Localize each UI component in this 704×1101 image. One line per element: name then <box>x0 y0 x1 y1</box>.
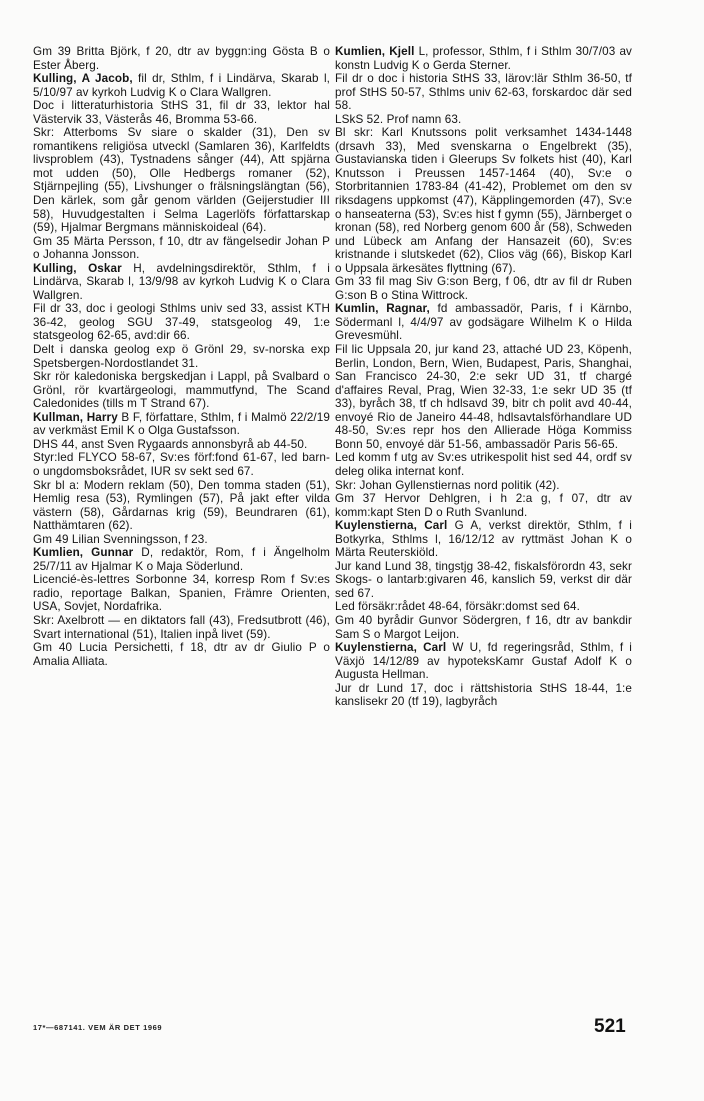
entry-paragraph: Skr: Johan Gyllenstiernas nord politik (42). <box>335 478 560 492</box>
entry-paragraph: Fil lic Uppsala 20, jur kand 23, attaché UD 23, Köpenh, Berlin, London, Bern, Wien, Budapest, Paris, Shanghai, San Francisco 24-30, 2:e sekr UD 31, tf chargé d'affaires Reval, Prag, Wien 32-33, 1:e sekr UD 35 (tf 33), byråch 38, tf ch hdlsavd 39, bitr ch polit avd 40-44, envoyé Rio de Janeiro 44-48, hdlsavtalsförhandlare UD 48-50, Sv:es repr hos den Allierade Höga Kommiss Bonn 50, envoyé där 51-56, ambassadör Paris 56-65. <box>335 343 632 451</box>
entry-paragraph: Bl skr: Karl Knutssons polit verksamhet 1434-1448 (drsavh 33), Med svenskarna o Engelbrekt (35), Gustavianska tiden i Gleerups Sv folkets hist (40), Karl Knutsson i Preussen 1457-1464 (40), Sv:e o Storbritannien 1783-84 (41-42), Problemet om den sv riksdagens uppkomst (47), Käpplingemorden (47), Sv:e o hanseaterna (53), Sv:es hist f gymn (55), Järnberget o kronan (58), red Norberg genom 600 år (58), Schweden und Lübeck am Anfang der Hansazeit (60), Sv:es kristnande i slutskedet (62), Clios väg (66), Biskop Karl o Uppsala ärkesätes flyttning (67). <box>335 126 632 275</box>
entry-paragraph: Gm 33 fil mag Siv G:son Berg, f 06, dtr av fil dr Ruben G:son B o Stina Wittrock. <box>335 275 632 302</box>
entry-paragraph: Kumlien, Gunnar D, redaktör, Rom, f i Ängelholm 25/7/11 av Hjalmar K o Maja Söderlund. <box>33 546 331 573</box>
entry-paragraph: Styr:led FLYCO 58-67, Sv:es förf:fond 61-67, led barn- o ungdomsboksrådet, IUR sv sekt sed 67. <box>33 451 330 478</box>
entry-paragraph: Skr: Axelbrott — en diktators fall (43), Fredsutbrott (46), Svart international (51), Italien inpå livet (59). <box>33 613 330 641</box>
entry-paragraph: Jur kand Lund 38, tingstjg 38-42, fiskalsförordn 43, sekr Skogs- o lantarb:givaren 46, kanslich 59, verkst dir där sed 67. <box>335 559 632 600</box>
page-number: 521 <box>594 1016 626 1037</box>
entry-paragraph: Kulling, A Jacob, fil dr, Sthlm, f i Lindärva, Skarab l, 5/10/97 av kyrkoh Ludvig K o Clara Wallgren. <box>33 72 331 99</box>
entry-paragraph: Kullman, Harry B F, författare, Sthlm, f i Malmö 22/2/19 av verkmäst Emil K o Olga Gustafsson. <box>33 410 330 438</box>
entry-paragraph: Doc i litteraturhistoria StHS 31, fil dr 33, lektor hal Västervik 33, Västerås 46, Bromma 53-66. <box>33 99 330 126</box>
entry-paragraph: Gm 49 Lilian Svenningsson, f 23. <box>33 532 208 546</box>
entry-paragraph: Gm 40 Lucia Persichetti, f 18, dtr av dr Giulio P o Amalia Alliata. <box>33 641 330 668</box>
entry-paragraph: DHS 44, anst Sven Rygaards annonsbyrå ab 44-50. <box>33 437 308 451</box>
entry-paragraph: Gm 35 Märta Persson, f 10, dtr av fängelsedir Johan P o Johanna Jonsson. <box>33 234 330 262</box>
entry-paragraph: Gm 40 byrådir Gunvor Södergren, f 16, dtr av bankdir Sam S o Margot Leijon. <box>335 613 632 641</box>
entry-paragraph: Skr rör kaledoniska bergskedjan i Lappl, på Svalbard o Grönl, rör kvartärgeologi, mammutfynd, The Scand Caledonides (tills m T Strand 67). <box>33 370 330 411</box>
entry-paragraph: Delt i danska geolog exp ö Grönl 29, sv-norska exp Spetsbergen-Nordostlandet 31. <box>33 343 330 370</box>
entry-paragraph: LSkS 52. Prof namn 63. <box>335 112 462 126</box>
footer-imprint: 17*—687141. VEM ÄR DET 1969 <box>33 1023 163 1032</box>
entry-paragraph: Kuylenstierna, Carl G A, verkst direktör, Sthlm, f i Botkyrka, Sthlms l, 16/12/12 av ryttmäst Johan K o Märta Reuterskiöld. <box>335 519 632 560</box>
entry-paragraph: Gm 39 Britta Björk, f 20, dtr av byggn:ing Gösta B o Ester Åberg. <box>33 45 330 72</box>
entry-paragraph: Jur dr Lund 17, doc i rättshistoria StHS 18-44, 1:e kanslisekr 20 (tf 19), lagbyråch <box>335 681 632 709</box>
entry-paragraph: Led komm f utg av Sv:es utrikespolit hist sed 44, ordf sv deleg olika internat konf. <box>335 451 632 478</box>
entry-paragraph: Kulling, Oskar H, avdelningsdirektör, Sthlm, f i Lindärva, Skarab l, 13/9/98 av kyrkoh Ludvig K o Clara Wallgren. <box>33 261 331 302</box>
entry-paragraph: Led försäkr:rådet 48-64, försäkr:domst sed 64. <box>335 600 580 614</box>
entry-paragraph: Skr bl a: Modern reklam (50), Den tomma staden (51), Hemlig resa (53), Rymlingen (57), På jakt efter vilda västern (58), Gårdarnas krig (59), Beundraren (61), Natthämtaren (62). <box>33 478 330 533</box>
left-column <box>33 45 330 668</box>
entry-paragraph: Licencié-ès-lettres Sorbonne 34, korresp Rom f Sv:es radio, reportage Balkan, Spanien, Främre Orienten, USA, Sovjet, Nordafrika. <box>33 573 330 614</box>
entry-paragraph: Skr: Atterboms Sv siare o skalder (31), Den sv romantikens religiösa utveckl (Samlaren 36), Karlfeldts livsproblem (43), Tystnadens sånger (44), Att spjärna mot udden (50), Olle Hedbergs romaner (52), Stjärnpejling (55), Livshunger o frälsningslängtan (56), Den kärlek, som går genom världen (Geijerstudier III 58), Huvudgestalten i Selma Lagerlöfs författarskap (59), Hjalmar Bergmans människoideal (64). <box>33 126 330 235</box>
entry-paragraph: Kumlien, Kjell L, professor, Sthlm, f i Sthlm 30/7/03 av konstn Ludvig K o Gerda Sterner. <box>335 45 632 72</box>
entry-paragraph: Gm 37 Hervor Dehlgren, i h 2:a g, f 07, dtr av komm:kapt Sten D o Ruth Svanlund. <box>335 492 632 519</box>
entry-paragraph: Fil dr 33, doc i geologi Sthlms univ sed 33, assist KTH 36-42, geolog SGU 37-49, statsgeolog 49, 1:e statsgeolog 62-65, avd:dir 66. <box>33 302 330 343</box>
entry-paragraph: Fil dr o doc i historia StHS 33, lärov:lär Sthlm 36-50, tf prof StHS 50-57, Sthlms univ 62-63, forskardoc där sed 58. <box>335 72 632 113</box>
entry-paragraph: Kuylenstierna, Carl W U, fd regeringsråd, Sthlm, f i Växjö 14/12/89 av hypoteksKamr Gustaf Adolf K o Augusta Hellman. <box>335 641 632 682</box>
right-column <box>335 45 632 709</box>
entry-paragraph: Kumlin, Ragnar, fd ambassadör, Paris, f i Kärnbo, Södermanl l, 4/4/97 av godsägare Wilhelm K o Hilda Grevesmühl. <box>335 302 633 343</box>
